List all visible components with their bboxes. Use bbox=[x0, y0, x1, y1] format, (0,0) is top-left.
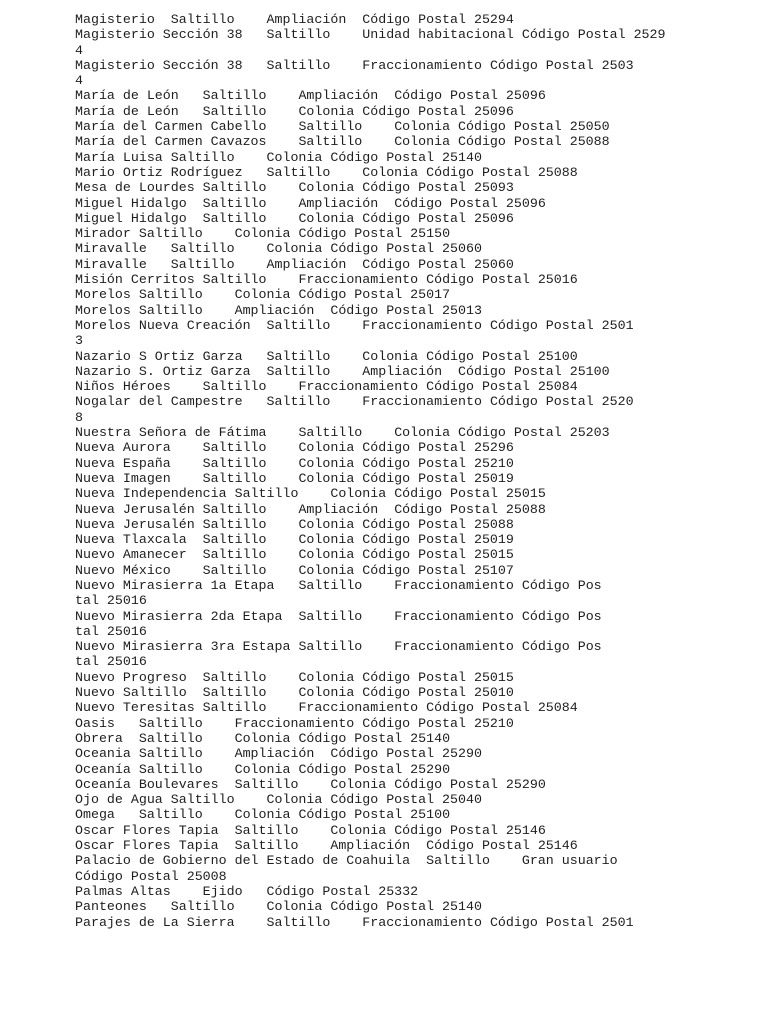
listing-line: Miguel Hidalgo Saltillo Ampliación Código Postal 25096 bbox=[75, 195, 546, 211]
listing-line: Nuevo México Saltillo Colonia Código Postal 25107 bbox=[75, 562, 514, 578]
listing-line: 4 bbox=[75, 42, 83, 58]
listing-line: Nuevo Mirasierra 1a Etapa Saltillo Fraccionamiento Código Pos bbox=[75, 577, 602, 593]
listing-line: Código Postal 25008 bbox=[75, 868, 227, 884]
listing-line: 8 bbox=[75, 409, 83, 425]
listing-line: Miravalle Saltillo Ampliación Código Postal 25060 bbox=[75, 256, 514, 272]
listing-line: Nuevo Teresitas Saltillo Fraccionamiento Código Postal 25084 bbox=[75, 700, 578, 716]
listing-line: Nazario S Ortiz Garza Saltillo Colonia Código Postal 25100 bbox=[75, 348, 578, 364]
listing-line: Nueva Aurora Saltillo Colonia Código Postal 25296 bbox=[75, 440, 514, 456]
listing-line: Nogalar del Campestre Saltillo Fraccionamiento Código Postal 2520 bbox=[75, 394, 634, 410]
listing-line: Palmas Altas Ejido Código Postal 25332 bbox=[75, 883, 419, 899]
listing-line: Obrera Saltillo Colonia Código Postal 25140 bbox=[75, 730, 451, 746]
listing-line: Omega Saltillo Colonia Código Postal 25100 bbox=[75, 807, 451, 823]
listing-line: María de León Saltillo Colonia Código Postal 25096 bbox=[75, 103, 514, 119]
listing-line: 4 bbox=[75, 73, 83, 89]
listing-line: Morelos Nueva Creación Saltillo Fraccionamiento Código Postal 2501 bbox=[75, 317, 634, 333]
listing-line: María del Carmen Cabello Saltillo Colonia Código Postal 25050 bbox=[75, 119, 610, 135]
listing-line: Panteones Saltillo Colonia Código Postal 25140 bbox=[75, 899, 482, 915]
listing-line: Oceania Saltillo Ampliación Código Postal 25290 bbox=[75, 746, 482, 762]
listing-line: Niños Héroes Saltillo Fraccionamiento Código Postal 25084 bbox=[75, 379, 578, 395]
listing-line: Nueva Tlaxcala Saltillo Colonia Código Postal 25019 bbox=[75, 532, 514, 548]
listing-line: Oasis Saltillo Fraccionamiento Código Postal 25210 bbox=[75, 715, 514, 731]
listing-line: Nueva Jerusalén Saltillo Colonia Código Postal 25088 bbox=[75, 516, 514, 532]
listing-line: María Luisa Saltillo Colonia Código Postal 25140 bbox=[75, 149, 482, 165]
listing-line: María del Carmen Cavazos Saltillo Colonia Código Postal 25088 bbox=[75, 134, 610, 150]
listing-line: Mirador Saltillo Colonia Código Postal 25150 bbox=[75, 226, 451, 242]
listing-line: 3 bbox=[75, 333, 83, 349]
listing-line: Oscar Flores Tapia Saltillo Colonia Código Postal 25146 bbox=[75, 822, 546, 838]
listing-line: Nueva Imagen Saltillo Colonia Código Postal 25019 bbox=[75, 470, 514, 486]
listing-line: Misión Cerritos Saltillo Fraccionamiento Código Postal 25016 bbox=[75, 272, 578, 288]
postal-code-listing bbox=[75, 12, 755, 930]
listing-line: Oscar Flores Tapia Saltillo Ampliación Código Postal 25146 bbox=[75, 838, 578, 854]
listing-line: Nueva España Saltillo Colonia Código Postal 25210 bbox=[75, 455, 514, 471]
listing-line: Miguel Hidalgo Saltillo Colonia Código Postal 25096 bbox=[75, 210, 514, 226]
listing-line: Mesa de Lourdes Saltillo Colonia Código Postal 25093 bbox=[75, 180, 514, 196]
listing-line: María de León Saltillo Ampliación Código Postal 25096 bbox=[75, 88, 546, 104]
listing-line: Nuevo Progreso Saltillo Colonia Código Postal 25015 bbox=[75, 669, 514, 685]
listing-line: Nuevo Amanecer Saltillo Colonia Código Postal 25015 bbox=[75, 547, 514, 563]
listing-line: tal 25016 bbox=[75, 593, 147, 609]
listing-line: Mario Ortiz Rodríguez Saltillo Colonia Código Postal 25088 bbox=[75, 164, 578, 180]
listing-line: Morelos Saltillo Colonia Código Postal 25017 bbox=[75, 287, 451, 303]
listing-line: Miravalle Saltillo Colonia Código Postal 25060 bbox=[75, 241, 482, 257]
listing-line: Nuestra Señora de Fátima Saltillo Colonia Código Postal 25203 bbox=[75, 425, 610, 441]
listing-line: Magisterio Saltillo Ampliación Código Postal 25294 bbox=[75, 12, 514, 27]
listing-line: Ojo de Agua Saltillo Colonia Código Postal 25040 bbox=[75, 792, 482, 808]
listing-line: Magisterio Sección 38 Saltillo Fraccionamiento Código Postal 2503 bbox=[75, 57, 634, 73]
listing-line: tal 25016 bbox=[75, 654, 147, 670]
listing-line: Palacio de Gobierno del Estado de Coahuila Saltillo Gran usuario bbox=[75, 853, 618, 869]
listing-line: Nazario S. Ortiz Garza Saltillo Ampliación Código Postal 25100 bbox=[75, 363, 610, 379]
listing-line: Nuevo Saltillo Saltillo Colonia Código Postal 25010 bbox=[75, 685, 514, 701]
listing-line: tal 25016 bbox=[75, 623, 147, 639]
listing-line: Parajes de La Sierra Saltillo Fraccionamiento Código Postal 2501 bbox=[75, 914, 634, 930]
listing-line: Nueva Jerusalén Saltillo Ampliación Código Postal 25088 bbox=[75, 501, 546, 517]
listing-line: Magisterio Sección 38 Saltillo Unidad habitacional Código Postal 2529 bbox=[75, 27, 666, 43]
listing-line: Nuevo Mirasierra 2da Etapa Saltillo Fraccionamiento Código Pos bbox=[75, 608, 602, 624]
listing-line: Nuevo Mirasierra 3ra Estapa Saltillo Fraccionamiento Código Pos bbox=[75, 639, 602, 655]
listing-line: Oceanía Saltillo Colonia Código Postal 25290 bbox=[75, 761, 451, 777]
listing-line: Nueva Independencia Saltillo Colonia Código Postal 25015 bbox=[75, 486, 546, 502]
listing-line: Morelos Saltillo Ampliación Código Postal 25013 bbox=[75, 302, 482, 318]
listing-line: Oceanía Boulevares Saltillo Colonia Código Postal 25290 bbox=[75, 776, 546, 792]
